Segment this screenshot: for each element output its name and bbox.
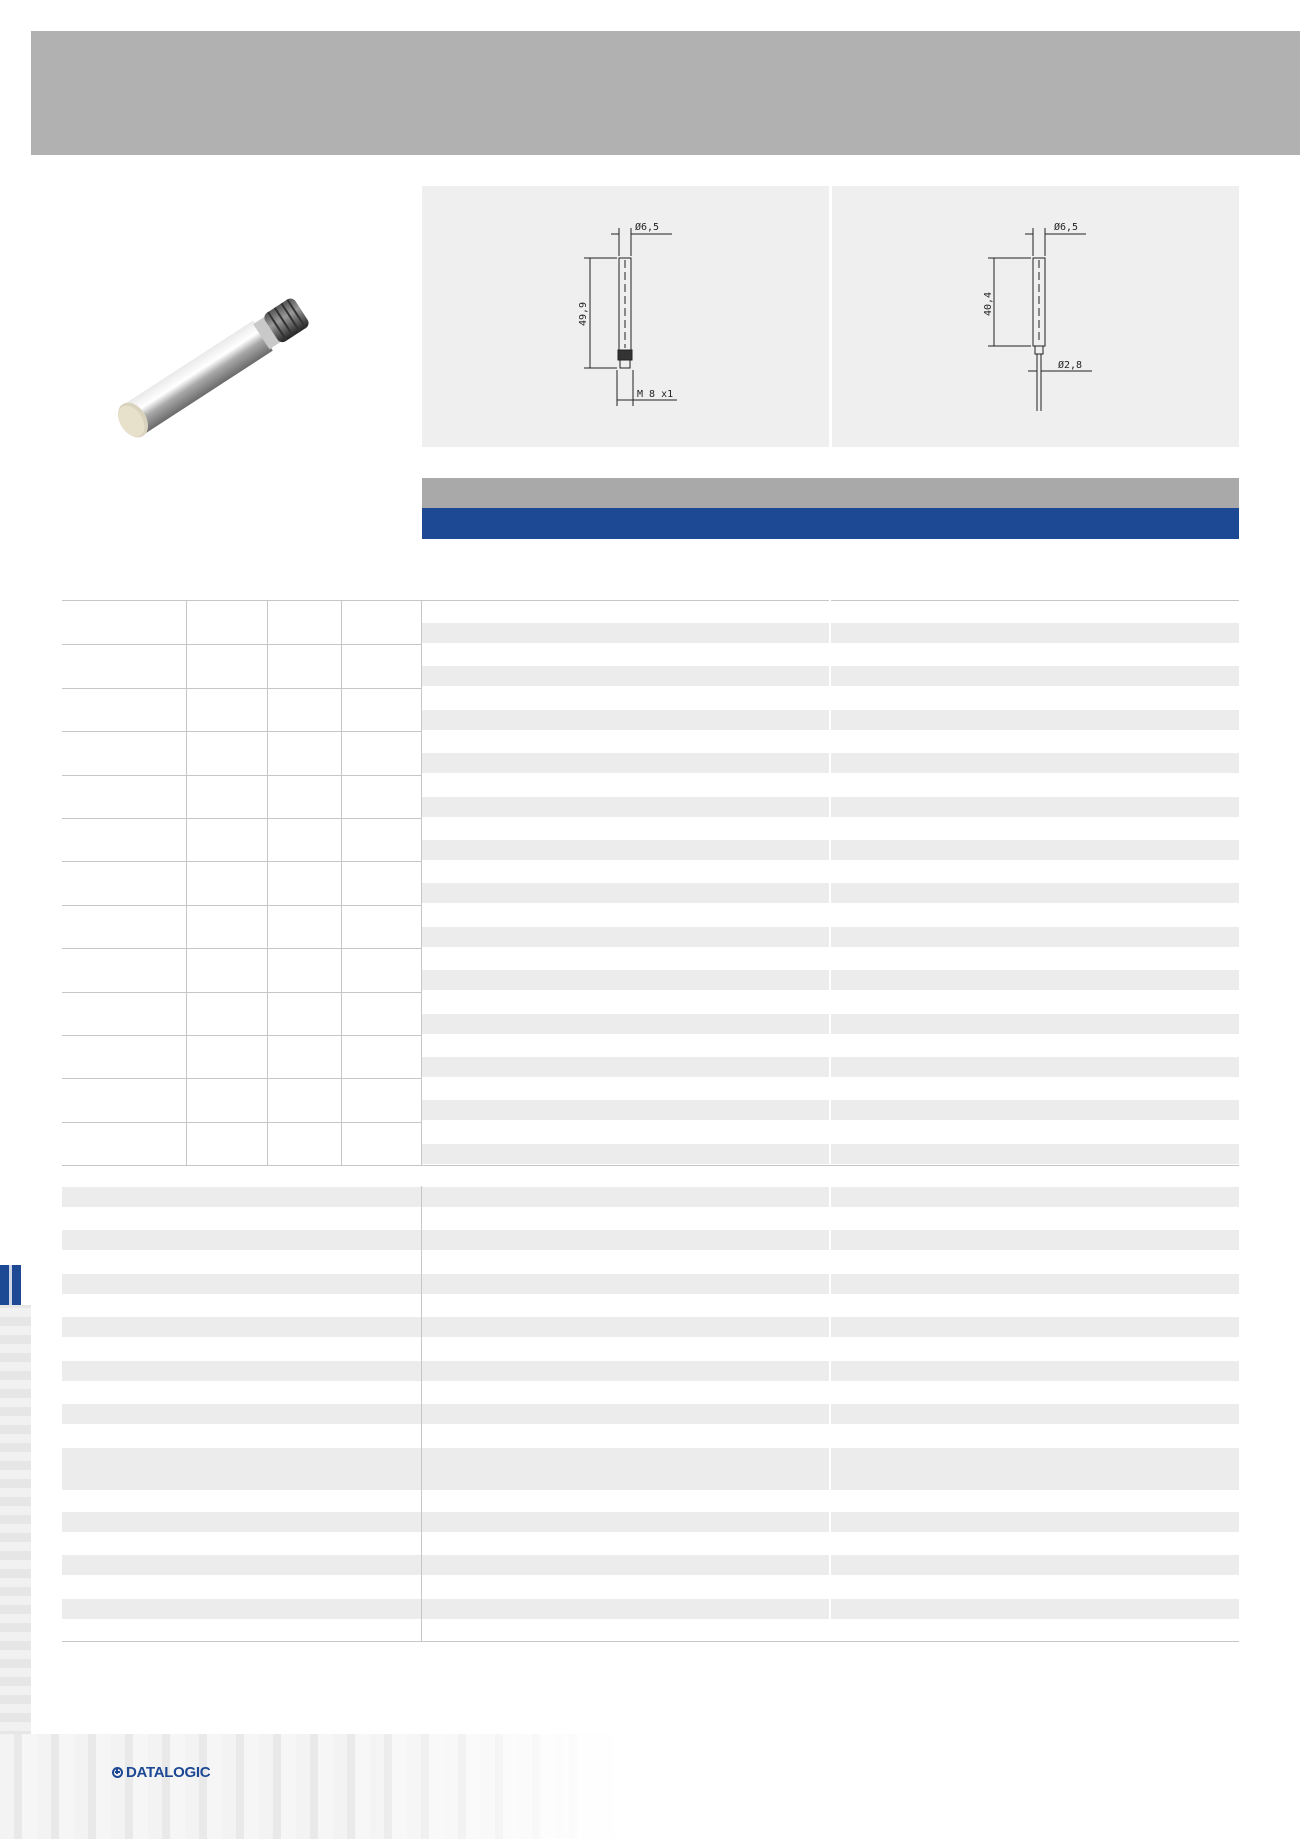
drawing-length-label: 49,9 — [578, 301, 589, 326]
drawing-length-label: 40,4 — [983, 291, 994, 316]
grid-row-divider — [62, 1122, 422, 1123]
table-row — [62, 1187, 1239, 1207]
table-row — [62, 1274, 1239, 1294]
table-row — [62, 1555, 1239, 1575]
grid-row-divider — [62, 644, 422, 645]
grid-row-divider — [62, 905, 422, 906]
grid-column-divider — [186, 601, 187, 1166]
table-row — [62, 1448, 1239, 1490]
logo-wordmark: DATALOGIC — [126, 1763, 211, 1781]
grid-row-divider — [62, 1078, 422, 1079]
grid-row-divider — [62, 861, 422, 862]
column-divider — [421, 1186, 422, 1641]
drawing-cable-diameter-label: Ø2,8 — [1058, 360, 1083, 371]
table-row — [62, 1230, 1239, 1250]
section-title-bar — [422, 508, 1239, 539]
table-row — [62, 1404, 1239, 1424]
grid-row-divider — [62, 818, 422, 819]
product-photo — [95, 270, 335, 460]
grid-row-divider — [62, 731, 422, 732]
dimension-drawing-cable — [832, 186, 1239, 447]
column-gap — [829, 600, 831, 1165]
table-row — [62, 1317, 1239, 1337]
header-band — [31, 31, 1300, 155]
logo-mark-icon — [112, 1767, 123, 1778]
chapter-tab-marker — [0, 1265, 31, 1305]
table-row — [62, 1361, 1239, 1381]
drawing-diameter-label: Ø6,5 — [635, 222, 660, 233]
drawing-diameter-label: Ø6,5 — [1054, 222, 1079, 233]
grid-row-divider — [62, 688, 422, 689]
grid-row-divider — [62, 775, 422, 776]
grid-row-divider — [62, 1035, 422, 1036]
grid-column-divider — [267, 601, 268, 1166]
grid-column-divider — [341, 601, 342, 1166]
grid-row-divider — [62, 948, 422, 949]
model-selection-grid — [62, 600, 422, 1166]
datalogic-logo — [112, 1760, 210, 1784]
table-row — [62, 1512, 1239, 1532]
drawing-thread-label: M 8 x1 — [637, 389, 674, 400]
table-bottom-rule — [62, 1641, 1239, 1642]
table-divider-rule — [62, 1165, 1239, 1166]
column-gap — [829, 1186, 831, 1641]
decorative-footer-pattern — [0, 1734, 620, 1839]
dimension-drawing-connector — [422, 186, 829, 447]
grid-row-divider — [62, 992, 422, 993]
table-row — [62, 1599, 1239, 1619]
section-header-bar — [422, 478, 1239, 508]
